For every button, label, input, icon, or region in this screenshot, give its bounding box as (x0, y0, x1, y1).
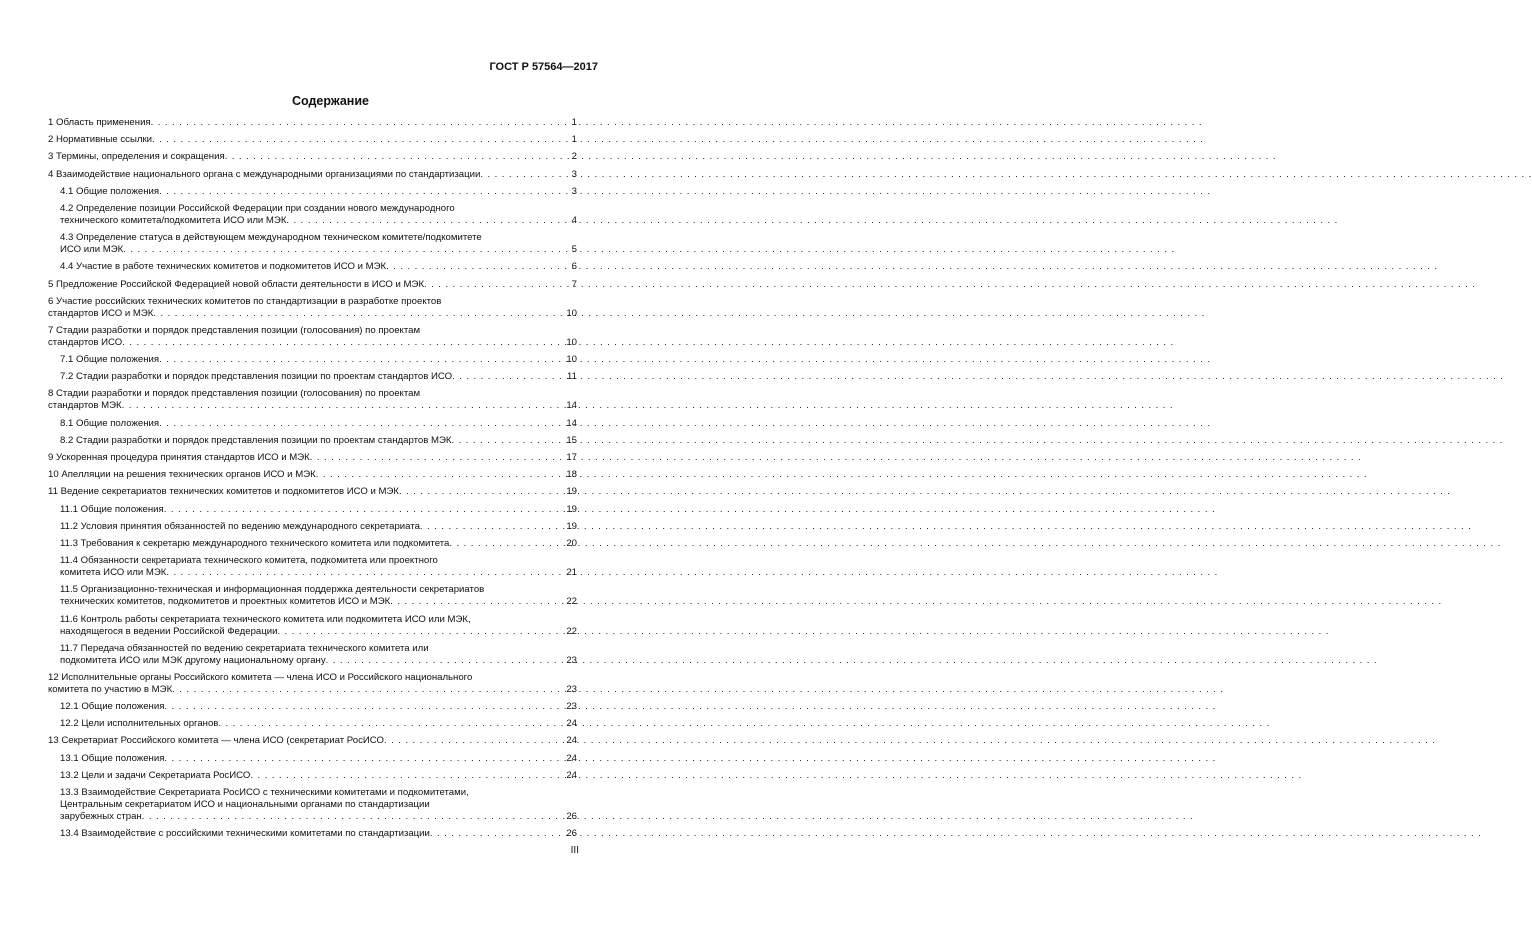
toc-entry (48, 521, 577, 533)
toc-leader-dots (159, 354, 564, 366)
toc-entry-line (48, 469, 577, 481)
toc-entry-page: 26 (566, 811, 577, 822)
toc-entry-line (60, 770, 577, 782)
toc-entry (48, 828, 577, 840)
toc-leader-dots (152, 134, 570, 146)
toc-entry-title: 10 Апелляции на решения технических органов ИСО и МЭК (48, 469, 316, 481)
toc-entry (48, 371, 577, 383)
toc-leader-dots (225, 151, 570, 163)
toc-entry-page: 11 (567, 371, 577, 383)
toc-entry (48, 388, 577, 412)
toc-entry (48, 486, 577, 498)
toc-entry (48, 151, 577, 163)
toc-leader-dots (316, 469, 565, 481)
toc-entry-title: 13.1 Общие положения (60, 752, 165, 764)
toc-leader-dots (277, 626, 564, 638)
toc-entry-page: 1 (571, 134, 577, 146)
toc-entry-title: 8.1 Общие положения (60, 417, 160, 429)
toc-leader-dots (430, 828, 564, 840)
toc-entry-title: стандартов ИСО и МЭК (48, 307, 154, 319)
toc-entry-page: 10 (566, 336, 577, 348)
toc-leader-dots (452, 371, 565, 383)
toc-entry (48, 555, 577, 579)
toc-entry (48, 232, 577, 256)
toc-entry-title: 12.2 Цели исполнительных органов (60, 718, 219, 730)
toc-leader-dots (480, 169, 569, 181)
toc-entry-page: 26 (566, 828, 577, 840)
toc-leader-dots (326, 655, 565, 667)
toc-leader-dots (390, 596, 564, 608)
toc-entry-title: зарубежных стран (60, 811, 142, 822)
toc-entry-title: 11.3 Требования к секретарю международного технического комитета или подкомитета (60, 537, 450, 549)
toc-entry-page: 7 (571, 278, 577, 290)
toc-entry-page: 23 (566, 654, 577, 666)
toc-entry-page: 14 (566, 417, 577, 429)
toc-leader-dots (159, 186, 570, 198)
toc-entry (48, 753, 577, 765)
toc-entry-page: 22 (566, 596, 577, 608)
toc-entry-page: 1 (571, 117, 577, 128)
toc-entry (48, 469, 577, 481)
toc-entry (48, 296, 577, 320)
toc-entry-page: 17 (566, 452, 577, 463)
toc-entry-page: 18 (566, 469, 577, 481)
toc-leader-dots (164, 504, 565, 516)
toc-entry (48, 279, 577, 291)
toc-entry-line (60, 828, 577, 840)
toc-entry (48, 325, 577, 349)
toc-entry (48, 584, 577, 608)
toc-leader-dots (420, 521, 564, 533)
toc-entry (48, 134, 577, 146)
toc-entry-line (60, 567, 577, 579)
toc-entry-line (60, 215, 577, 227)
toc-entry-title-line: 6 Участие российских технических комитетов по стандартизации в разработке проектов (48, 295, 442, 307)
toc-leader-dots (384, 735, 564, 747)
toc-entry-title: ИСО или МЭК (60, 244, 124, 256)
toc-leader-dots (142, 811, 565, 823)
toc-entry (48, 672, 577, 696)
toc-entry-title-line: 7 Стадии разработки и порядок представления позиции (голосования) по проектам (48, 324, 421, 336)
toc-leader-dots (164, 753, 564, 765)
toc-entry-page: 23 (566, 701, 577, 713)
toc-entry-title: 9 Ускоренная процедура принятия стандартов ИСО и МЭК (48, 452, 310, 463)
toc-entry-line (48, 400, 577, 412)
toc-leader-dots (123, 244, 569, 256)
toc-entry-title: 11.1 Общие положения (60, 503, 164, 515)
toc-entry (48, 504, 577, 516)
toc-entry-line (48, 337, 577, 349)
toc-entry-title: технических комитетов, подкомитетов и проектных комитетов ИСО и МЭК (60, 596, 391, 608)
toc-entry-title: 4.4 Участие в работе технических комитетов и подкомитетов ИСО и МЭК (60, 261, 387, 273)
toc-entry-line (60, 371, 577, 383)
toc-entry-page: 21 (566, 567, 577, 579)
toc-entry (48, 169, 577, 181)
toc-entry-page: 24 (566, 718, 577, 730)
toc-leader-dots (449, 538, 564, 550)
toc-leader-dots (310, 452, 565, 464)
toc-entry-line (48, 169, 577, 181)
toc-entry (48, 701, 577, 713)
toc-entry-line (48, 308, 577, 320)
toc-entry (48, 718, 577, 730)
toc-entry-title: 2 Нормативные ссылки (48, 134, 153, 146)
toc-entry-line (48, 279, 577, 291)
toc-entry-title-line: 4.2 Определение позиции Российской Федерации при создании нового международного (60, 202, 455, 214)
toc-entry-title: подкомитета ИСО или МЭК другому национальному органу (60, 654, 326, 666)
toc-entry-page: 22 (566, 625, 577, 637)
toc-leader-dots (159, 418, 564, 430)
toc-entry-page: 15 (566, 434, 577, 446)
toc-entry-title: 8.2 Стадии разработки и порядок представления позиции по проектам стандартов МЭК (60, 434, 452, 446)
toc-leader-dots (250, 770, 564, 782)
toc-entry-line (60, 354, 577, 366)
toc-entry-title: 13.2 Цели и задачи Секретариата РосИСО (60, 769, 251, 781)
toc-entry-line (48, 486, 577, 498)
toc-entry-line (60, 596, 577, 608)
toc-entry-page: 4 (571, 214, 577, 226)
toc-entry-title: 5 Предложение Российской Федерацией новой области деятельности в ИСО и МЭК (48, 278, 425, 290)
toc-entry-title: 13.4 Взаимодействие с российскими техническими комитетами по стандартизации (60, 828, 430, 840)
toc-title: Содержание (291, 94, 369, 108)
toc-entry (48, 203, 577, 227)
toc-entry-title-line: 13.3 Взаимодействие Секретариата РосИСО с техническими комитетами и подкомитетами, (60, 787, 469, 798)
toc-entry-line (60, 718, 577, 730)
toc-entry-title: комитета по участию в МЭК (48, 683, 173, 695)
toc-entry-title-line: 11.6 Контроль работы секретариата технического комитета или подкомитета ИСО или МЭК, (60, 613, 471, 625)
toc-entry-title: 4 Взаимодействие национального органа с международными организациями по стандартизации (48, 168, 481, 180)
toc-entry-line (60, 701, 577, 713)
toc-entry-title: технического комитета/подкомитета ИСО или МЭК (60, 214, 287, 226)
toc-entry-page: 6 (571, 261, 577, 273)
toc-leader-dots (122, 337, 564, 349)
toc-entry-page: 3 (571, 168, 577, 180)
toc-entry-title-line: 11.4 Обязанности секретариата технического комитета, подкомитета или проектного (60, 555, 438, 567)
toc-entry-title: 7.1 Общие положения (60, 354, 160, 366)
toc-entry-title-line: 11.7 Передача обязанностей по ведению секретариата технического комитета или (60, 642, 429, 654)
toc-entry (48, 435, 577, 447)
toc-entry-line (48, 684, 577, 696)
toc-entry-title: 1 Область применения (48, 117, 151, 128)
toc-entry-page: 24 (566, 735, 577, 747)
toc-entry-title: 11 Ведение секретариатов технических комитетов и подкомитетов ИСО и МЭК (48, 486, 400, 498)
toc-leader-dots (386, 261, 570, 273)
toc-entry-page: 24 (566, 752, 577, 764)
toc-entry (48, 418, 577, 430)
toc-entry (48, 452, 577, 464)
toc-entry-title-line: Центральным секретариатом ИСО и национальными органами по стандартизации (60, 799, 430, 810)
toc-entry-line (60, 521, 577, 533)
toc-entry-title: 13 Секретариат Российского комитета — члена ИСО (секретариат РосИСО (48, 735, 384, 747)
toc-entry-title: 3 Термины, определения и сокращения (48, 151, 225, 163)
toc-leader-dots (424, 279, 570, 291)
toc-entry-title: комитета ИСО или МЭК (60, 567, 167, 579)
toc-entry-line (60, 435, 577, 447)
toc-entry-line (60, 753, 577, 765)
toc-leader-dots (122, 400, 565, 412)
toc-entry-title-line: 4.3 Определение статуса в действующем международном техническом комитете/подкомитете (60, 232, 482, 244)
toc-entry (48, 538, 577, 550)
toc-leader-dots (164, 701, 564, 713)
toc-entry-line (60, 244, 577, 256)
toc-leader-dots (166, 567, 564, 579)
toc-entry-page: 5 (571, 244, 577, 256)
table-of-contents (48, 117, 577, 840)
document-page (0, 0, 661, 935)
toc-entry-title: находящегося в ведении Российской Федерации (60, 625, 278, 637)
toc-entry-line (60, 261, 577, 273)
toc-entry-line (60, 626, 577, 638)
toc-entry-page: 10 (566, 354, 577, 366)
toc-entry-line (48, 134, 577, 146)
toc-entry-title: 12.1 Общие положения (60, 701, 165, 713)
toc-entry (48, 186, 577, 198)
toc-entry (48, 261, 577, 273)
toc-leader-dots (218, 718, 564, 730)
toc-entry (48, 787, 577, 823)
toc-entry-title: стандартов ИСО (48, 336, 123, 348)
toc-entry-page: 24 (566, 769, 577, 781)
toc-entry-page: 14 (566, 400, 577, 412)
toc-entry-page: 3 (571, 185, 577, 197)
toc-leader-dots (451, 435, 564, 447)
toc-leader-dots (172, 684, 564, 696)
toc-entry-title: 7.2 Стадии разработки и порядок представления позиции по проектам стандартов ИСО (60, 371, 453, 383)
toc-entry-title-line: 12 Исполнительные органы Российского комитета — члена ИСО и Российского национального (48, 671, 473, 683)
toc-entry-line (48, 452, 577, 464)
toc-entry-title-line: 8 Стадии разработки и порядок представления позиции (голосования) по проектам (48, 388, 421, 400)
toc-leader-dots (286, 215, 569, 227)
toc-entry-title-line: 11.5 Организационно-техническая и информационная поддержка деятельности секретариатов (60, 584, 485, 596)
toc-entry-page: 19 (566, 520, 577, 532)
toc-entry-title: стандартов МЭК (48, 400, 122, 412)
toc-leader-dots (151, 117, 570, 129)
toc-entry-page: 10 (566, 307, 577, 319)
toc-entry-page: 19 (566, 503, 577, 515)
toc-entry (48, 770, 577, 782)
page-number: III (570, 845, 579, 856)
toc-entry (48, 354, 577, 366)
toc-entry-line (60, 538, 577, 550)
toc-entry (48, 735, 577, 747)
toc-entry-line (60, 418, 577, 430)
document-code: ГОСТ Р 57564—2017 (489, 61, 598, 73)
toc-entry-page: 19 (566, 486, 577, 498)
toc-entry-title: 11.2 Условия принятия обязанностей по ведению международного секретариата (60, 520, 420, 532)
toc-entry (48, 614, 577, 638)
toc-entry-page: 20 (566, 537, 577, 549)
toc-leader-dots (399, 486, 564, 498)
toc-entry-line (48, 117, 577, 129)
toc-entry-page: 23 (566, 683, 577, 695)
toc-entry-page: 2 (571, 151, 577, 163)
toc-entry-line (48, 151, 577, 163)
toc-entry-line (48, 735, 577, 747)
toc-entry-line (60, 811, 577, 823)
toc-entry-line (60, 186, 577, 198)
toc-entry-line (60, 504, 577, 516)
toc-entry (48, 117, 577, 129)
toc-leader-dots (153, 308, 564, 320)
toc-entry-title: 4.1 Общие положения (60, 185, 160, 197)
toc-entry (48, 643, 577, 667)
toc-entry-line (60, 655, 577, 667)
